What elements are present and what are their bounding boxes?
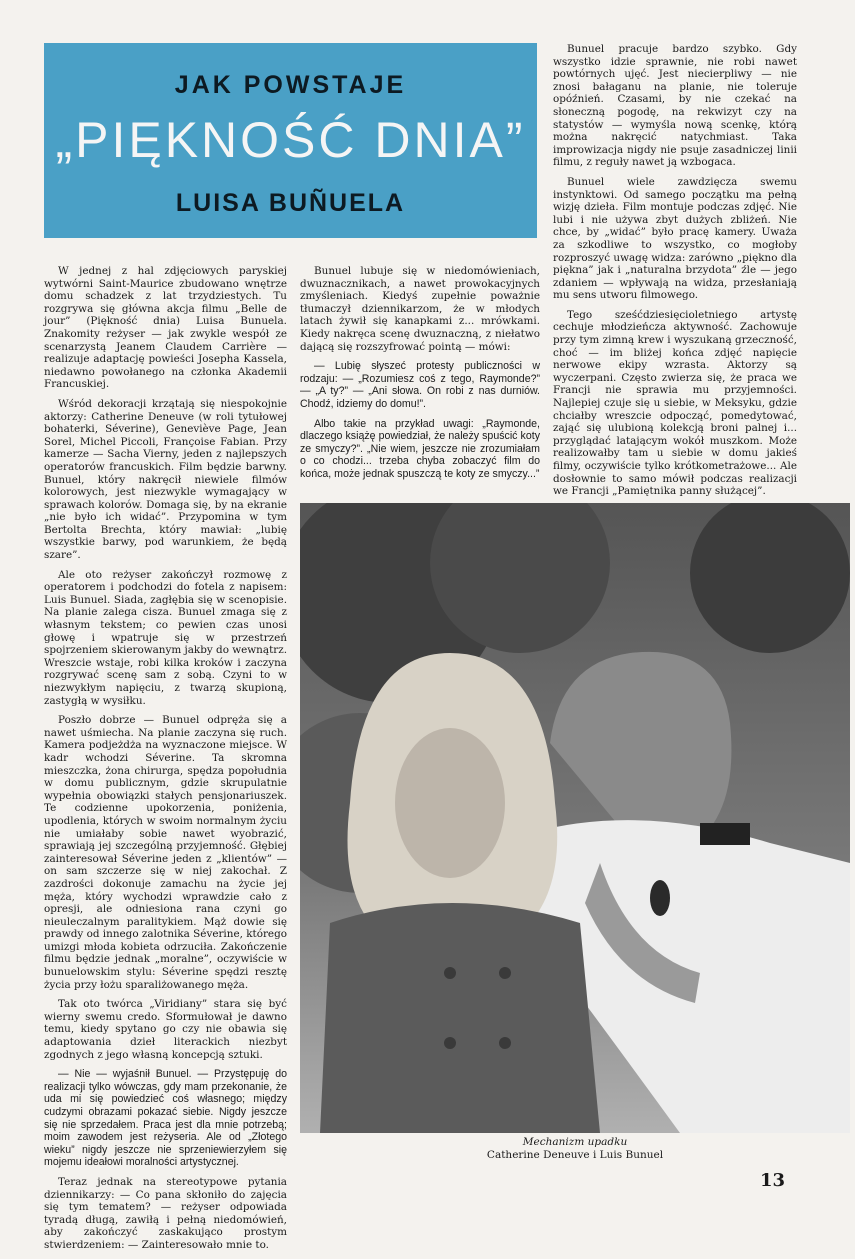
paragraph: Bunuel lubuje się w niedomówieniach, dwuznacznikach, a nawet prowokacyjnych zmyśleniach. Kiedyś zupełnie poważnie tłumaczył dziennikarzom, że w młodych latach żywił się kanapkami z... mrówkami. Kiedy nakręca scenę dwuznaczną, z niełatwo dającą się rozszyfrować pointą — mówi: bbox=[300, 265, 540, 353]
title-line-3: LUISA BUÑUELA bbox=[175, 189, 406, 217]
paragraph: Ale oto reżyser zakończył rozmowę z operatorem i podchodzi do fotela z napisem: Luis Bunuel. Siada, zagłębia się w scenopisie. Na planie zalega cisza. Bunuel zmaga się z własnym tekstem; co pewien czas unosi głowę i wpatruje się w przestrzeń spojrzeniem skierowanym jakby do wewnątrz. Wreszcie wstaje, robi kilka kroków i zaczyna rozgrywać scenę sam z sobą. Czyni to w niezwykłym napięciu, z twarzą skupioną, zastygłą w wysiłku. bbox=[44, 568, 287, 707]
paragraph: Albo takie na przykład uwagi: „Raymonde, dlaczego książę powiedział, że należy spuścić koty ze smyczy?”. „Nie wiem, jeszcze nie zrozumiałam o co chodzi... trzeba chyba zobaczyć film do końca, może jednak spuszczą te koty ze smyczy...” bbox=[300, 417, 540, 480]
paragraph: Tego sześćdziesięcioletniego artystę cechuje młodzieńcza aktywność. Zachowuje przy tym zimną krew i wyszukaną grzeczność, choć — im bliżej końca zdjęć napięcie nerwowe ekipy wzrasta. Aktorzy są wyczerpani. Często zwierza się, że praca we Francji nie sprawia mu przyjemności. Najlepiej czuje się u siebie, w Meksyku, gdzie chciałby wreszcie odpocząć, pomedytować, zająć się ulubioną kolekcją broni palnej i... przyglądać latającym wokół muszkom. Może realizowałby tam u siebie w domu jakieś filmy, oczywiście tylko krótkometrażowe... Ale dosłownie to samo mówił podczas realizacji we Francji „Pamiętnika panny służącej”. bbox=[553, 308, 797, 498]
photo-illustration bbox=[300, 503, 850, 1133]
column-1 bbox=[44, 265, 287, 1259]
title-line-2: „PIĘKNOŚĆ DNIA” bbox=[55, 112, 526, 168]
title-line-1: JAK POWSTAJE bbox=[174, 71, 407, 99]
paragraph: — Lubię słyszeć protesty publiczności w rodzaju: — „Rozumiesz coś z tego, Raymonde?” — „A ty?” — „Ani słowa. On robi z nas durniów. Chodź, idziemy do domu!”. bbox=[300, 360, 540, 410]
paragraph: Wśród dekoracji krzątają się niespokojnie aktorzy: Catherine Deneuve (w roli tytułowej bohaterki, Séverine), Geneviève Page, Jean Sorel, Michel Piccoli, Françoise Fabian. Przy kamerze — Sacha Vierny, jeden z najlepszych operatorów francuskich. Film będzie barwny. Bunuel, który nakręcił niewiele filmów kolorowych, jest niezwykle wymagający w sprawach kolorów. Domaga się, by na ekranie „nie było ich widać”. Przypomina w tym Bertolta Brechta, który mawiał: „lubię wszystkie barwy, pod warunkiem, że będą szare”. bbox=[44, 397, 287, 562]
column-3 bbox=[553, 43, 797, 573]
title-box bbox=[44, 43, 537, 238]
paragraph: Poszło dobrze — Bunuel odpręża się a nawet uśmiecha. Na planie zaczyna się ruch. Kamera podjeżdża na wyznaczone miejsce. W kadr wchodzi Séverine. Ta skromna mieszczka, żona chirurga, spędza popołudnia w domu publicznym, gdzie skrupulatnie wypełnia obowiązki stałych pensjonariuszek. Te codzienne upokorzenia, poniżenia, upodlenia, których w swoim normalnym życiu nie umiałaby sobie nawet wyobrazić, sprawiają jej szczególną przyjemność. Głębiej zainteresował Séverine jeden z „klientów” — on sam szczerze się w niej zakochał. Z zazdrości dokonuje zamachu na życie jej męża, który wychodzi wprawdzie cało z opresji, ale odniesiona rana czyni go nieuleczalnym paralitykiem. Mąż dowie się prawdy od innego zalotnika Séverine, którego umizgi młoda kobieta odrzuciła. Zakończenie filmu będzie jednak „moralne”, oczywiście w bunuelowskim stylu: Séverine spędzi resztę życia przy łożu sparaliżowanego męża. bbox=[44, 714, 287, 991]
caption-title: Mechanizm upadku bbox=[522, 1136, 628, 1148]
paragraph: Bunuel wiele zawdzięcza swemu instynktowi. Od samego początku ma pełną wizję dzieła. Film montuje podczas zdjęć. Nie lubi i nie używa zbyt dużych zbliżeń. Nie chce, by „widać” było pracę kamery. Uważa za szkodliwe to wszystko, co mogłoby rozproszyć uwagę widza: zarówno „piękno dla piękna” jak i „naturalna brzydota” źle — jego zdaniem — wpływają na widza, przesłaniają mu sens utworu filmowego. bbox=[553, 175, 797, 302]
photo-caption bbox=[300, 1136, 850, 1162]
page-number: 13 bbox=[760, 1170, 786, 1191]
photo bbox=[300, 503, 850, 1133]
paragraph: Bunuel pracuje bardzo szybko. Gdy wszystko idzie sprawnie, nie robi nawet powtórnych ujęć. Jest niecierpliwy — nie znosi bałaganu na planie, nie toleruje opóźnień. Czasami, by nie czekać na słoneczną pogodę, na rekwizyt czy na statystów — wymyśla nową scenkę, którą można nakręcić natychmiast. Taka improwizacja nigdy nie psuje zasadniczej linii filmu, z reguły nawet ją wzbogaca. bbox=[553, 43, 797, 169]
paragraph: — Nie — wyjaśnił Bunuel. — Przystępuję do realizacji tylko wówczas, gdy mam przekonanie, że uda mi się powiedzieć coś własnego; między cudzymi obrazami pokazać siebie. Nigdy jeszcze się nie sprzedałem. Praca jest dla mnie potrzebą; moim zawodem jest reżyseria. Ale od „Złotego wieku” nigdy jeszcze nie sprzeniewierzyłem się mojemu ideałowi moralności artystycznej. bbox=[44, 1068, 287, 1169]
paragraph: Teraz jednak na stereotypowe pytania dziennikarzy: — Co pana skłoniło do zajęcia się tym tematem? — reżyser odpowiada tyradą długą, zawiłą i pełną niedomówień, aby zakończyć zaskakująco prostym stwierdzeniem: — Zainteresowało mnie to. bbox=[44, 1175, 287, 1251]
paragraph: W jednej z hal zdjęciowych paryskiej wytwórni Saint-Maurice zbudowano wnętrze domu schadzek z lat trzydziestych. Tu rozgrywa się główna akcja filmu „Belle de jour” (Piękność dnia) Luisa Bunuela. Znakomity reżyser — jak zwykle wespół ze scenarzystą Jeanem Claudem Carrière — realizuje adaptację powieści Josepha Kassela, niedawno powołanego na członka Akademii Francuskiej. bbox=[44, 265, 287, 391]
paragraph: Tak oto twórca „Viridiany” stara się być wierny swemu credo. Sformułował je dawno temu, kiedy spytano go czy nie obawia się adaptowania dzieł literackich niezbyt zgodnych z jego własną koncepcją sztuki. bbox=[44, 998, 287, 1061]
column-2 bbox=[300, 265, 540, 488]
caption-names: Catherine Deneuve i Luis Bunuel bbox=[486, 1149, 664, 1161]
